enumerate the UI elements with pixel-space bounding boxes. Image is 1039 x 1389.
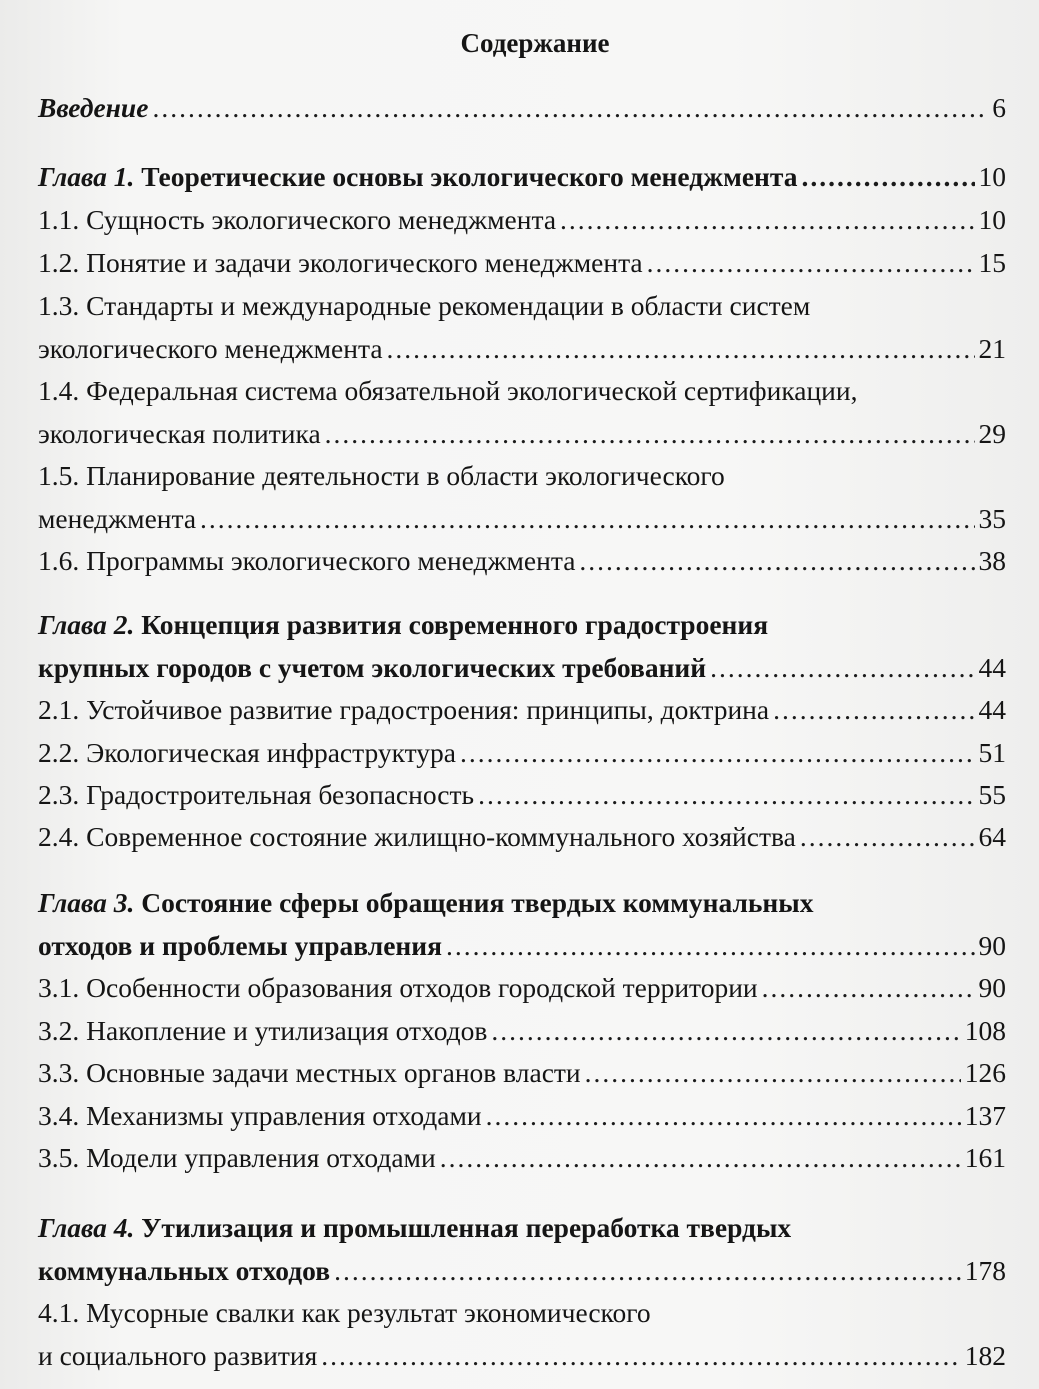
section-title: 2.1. Устойчивое развитие градостроения: принципы, доктрина xyxy=(38,694,770,725)
section-title: 3.2. Накопление и утилизация отходов xyxy=(38,1015,488,1046)
section-title: 1.4. Федеральная система обязательной экологической сертификации, xyxy=(38,375,858,406)
toc-chapter-1 xyxy=(38,157,1006,197)
leader-dots xyxy=(647,243,975,283)
section-title: 1.5. Планирование деятельности в области экологического xyxy=(38,460,725,491)
toc-section xyxy=(38,541,1006,581)
leader-dots xyxy=(579,541,974,581)
toc-section-line2 xyxy=(38,329,1006,369)
toc-section xyxy=(38,200,1006,240)
toc-section xyxy=(38,1053,1006,1093)
chapter-title-cont: крупных городов с учетом экологических требований xyxy=(38,652,707,683)
section-title: 2.2. Экологическая инфраструктура xyxy=(38,737,456,768)
toc-section-line2 xyxy=(38,414,1006,454)
introduction-label: Введение xyxy=(38,92,149,123)
page-title: Содержание xyxy=(460,28,610,58)
toc-section-line1 xyxy=(38,371,1006,411)
section-title: 3.4. Механизмы управления отходами xyxy=(38,1100,482,1131)
chapter-title-cont: коммунальных отходов xyxy=(38,1255,331,1286)
leader-dots xyxy=(478,775,974,815)
leader-dots xyxy=(585,1053,961,1093)
section-title: 3.1. Особенности образования отходов городской территории xyxy=(38,972,758,1003)
leader-dots xyxy=(800,817,975,857)
leader-dots xyxy=(460,733,975,773)
toc-entry-introduction xyxy=(38,88,1006,128)
chapter-title-cont: отходов и проблемы управления xyxy=(38,930,442,961)
toc-chapter-4-line2 xyxy=(38,1251,1006,1291)
toc-section-line1 xyxy=(38,1293,1006,1333)
leader-dots xyxy=(773,690,974,730)
page-number: 137 xyxy=(964,1100,1006,1131)
section-title-cont: экологическая политика xyxy=(38,418,321,449)
toc-section-line1 xyxy=(38,456,1006,496)
page-number: 10 xyxy=(978,204,1006,235)
section-title-cont: менеджмента xyxy=(38,503,197,534)
section-title: 3.5. Модели управления отходами xyxy=(38,1142,436,1173)
leader-dots xyxy=(440,1138,961,1178)
toc-section xyxy=(38,690,1006,730)
chapter-prefix: Глава 3. xyxy=(38,887,135,918)
toc-chapter-2-line1 xyxy=(38,605,1006,645)
toc-section-line2 xyxy=(38,1336,1006,1376)
toc-chapter-3-line1 xyxy=(38,883,1006,923)
leader-dots xyxy=(321,1336,960,1376)
section-title: 1.1. Сущность экологического менеджмента xyxy=(38,204,557,235)
leader-dots xyxy=(334,1251,961,1291)
page-number: 161 xyxy=(964,1142,1006,1173)
toc-section xyxy=(38,733,1006,773)
section-title: 1.6. Программы экологического менеджмента xyxy=(38,545,576,576)
page-number: 29 xyxy=(978,418,1006,449)
page-number: 35 xyxy=(978,503,1006,534)
leader-dots xyxy=(152,88,988,128)
page-number: 126 xyxy=(964,1057,1006,1088)
section-title: 1.3. Стандарты и международные рекомендации в области систем xyxy=(38,290,811,321)
leader-dots xyxy=(200,499,974,539)
toc-section xyxy=(38,1096,1006,1136)
leader-dots xyxy=(486,1096,961,1136)
page-number: 90 xyxy=(978,930,1006,961)
section-title: 1.2. Понятие и задачи экологического менеджмента xyxy=(38,247,643,278)
toc-chapter-2-line2 xyxy=(38,648,1006,688)
toc-section xyxy=(38,243,1006,283)
section-title: 4.1. Мусорные свалки как результат экономического xyxy=(38,1297,651,1328)
chapter-title: Состояние сферы обращения твердых коммунальных xyxy=(141,887,814,918)
page-number: 10 xyxy=(978,161,1006,192)
page-number: 55 xyxy=(978,779,1006,810)
section-title: 2.4. Современное состояние жилищно-коммунального хозяйства xyxy=(38,821,796,852)
toc-section xyxy=(38,968,1006,1008)
page-number: 44 xyxy=(978,652,1006,683)
toc-section xyxy=(38,1138,1006,1178)
page-number: 6 xyxy=(992,92,1006,123)
toc-section-line1 xyxy=(38,286,1006,326)
page-number: 90 xyxy=(978,972,1006,1003)
leader-dots xyxy=(446,926,975,966)
leader-dots xyxy=(762,968,975,1008)
chapter-prefix: Глава 4. xyxy=(38,1212,135,1243)
page-number: 51 xyxy=(978,737,1006,768)
page-number: 44 xyxy=(978,694,1006,725)
section-title-cont: и социального развития xyxy=(38,1340,318,1371)
section-title: 3.3. Основные задачи местных органов власти xyxy=(38,1057,581,1088)
page-number: 38 xyxy=(978,545,1006,576)
chapter-prefix: Глава 2. xyxy=(38,609,135,640)
section-title-cont: экологического менеджмента xyxy=(38,333,383,364)
page-number: 182 xyxy=(964,1340,1006,1371)
leader-dots xyxy=(560,200,974,240)
section-title: 2.3. Градостроительная безопасность xyxy=(38,779,475,810)
leader-dots xyxy=(325,414,975,454)
page-number: 21 xyxy=(978,333,1006,364)
toc-chapter-4-line1 xyxy=(38,1208,1006,1248)
chapter-prefix: Глава 1. xyxy=(38,161,135,192)
page-number: 178 xyxy=(964,1255,1006,1286)
chapter-title: Концепция развития современного градостроения xyxy=(141,609,769,640)
toc-section xyxy=(38,1011,1006,1051)
chapter-title: Теоретические основы экологического менеджмента xyxy=(141,161,798,192)
page-number: 64 xyxy=(978,821,1006,852)
toc-chapter-3-line2 xyxy=(38,926,1006,966)
toc-section xyxy=(38,817,1006,857)
page-number: 108 xyxy=(964,1015,1006,1046)
leader-dots xyxy=(801,157,974,197)
leader-dots xyxy=(491,1011,960,1051)
toc-section-line2 xyxy=(38,499,1006,539)
chapter-title: Утилизация и промышленная переработка твердых xyxy=(141,1212,792,1243)
leader-dots xyxy=(387,329,975,369)
page-number: 15 xyxy=(978,247,1006,278)
leader-dots xyxy=(710,648,974,688)
toc-section xyxy=(38,775,1006,815)
